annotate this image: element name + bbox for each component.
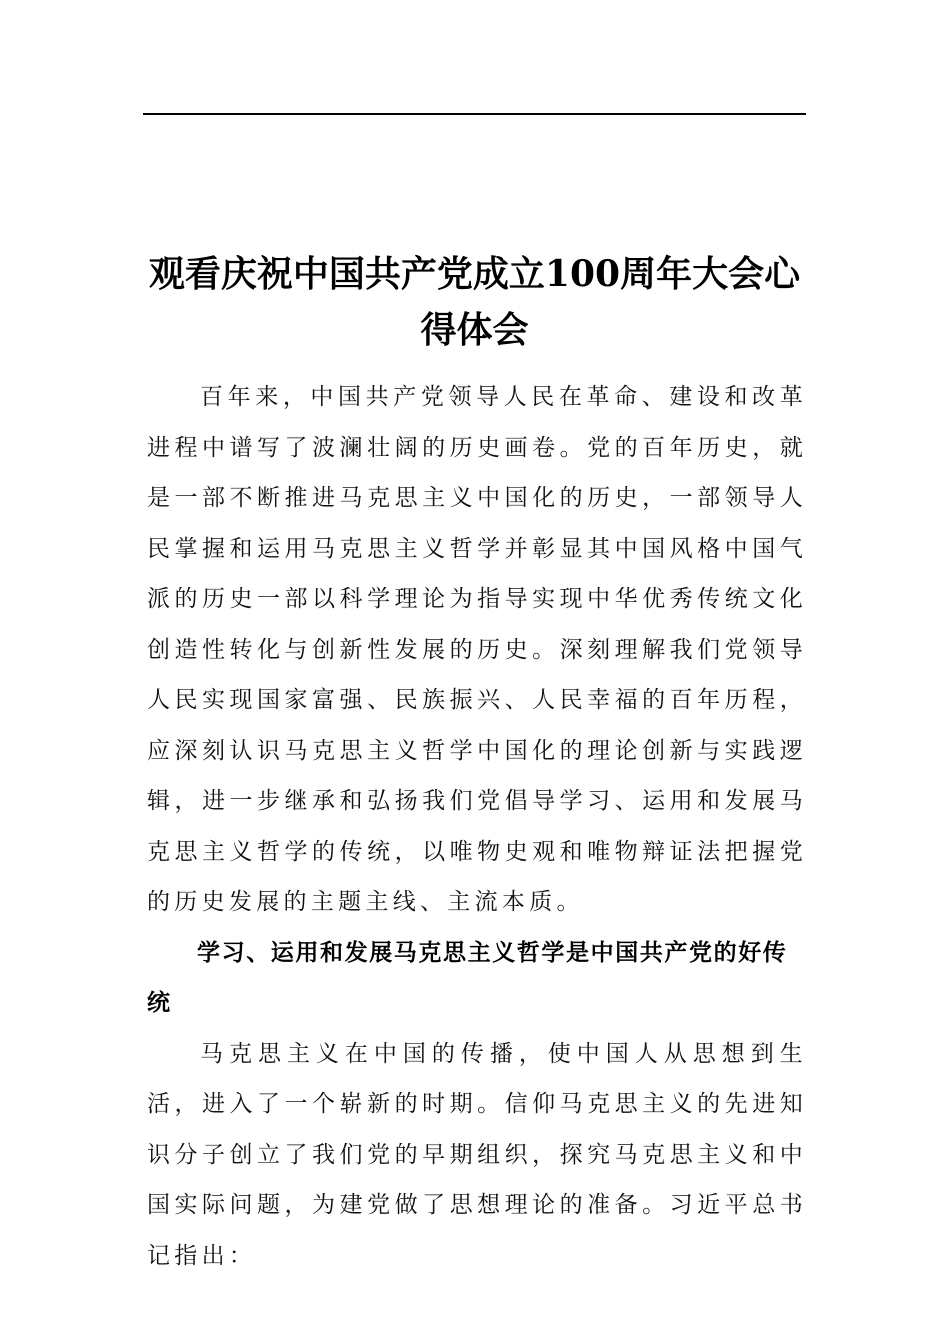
document-body: [147, 372, 807, 1281]
header-rule: [143, 113, 806, 115]
section-heading: 学习、运用和发展马克思主义哲学是中国共产党的好传统: [147, 939, 788, 1016]
body-paragraph: 马克思主义在中国的传播，使中国人从思想到生活，进入了一个崭新的时期。信仰马克思主义的先进知识分子创立了我们党的早期组织，探究马克思主义和中国实际问题，为建党做了思想理论的准备。习近平总书记指出：: [147, 1040, 807, 1269]
document-title: 观看庆祝中国共产党成立100周年大会心得体会: [148, 253, 801, 352]
body-paragraph: 百年来，中国共产党领导人民在革命、建设和改革进程中谱写了波澜壮阔的历史画卷。党的百年历史，就是一部不断推进马克思主义中国化的历史，一部领导人民掌握和运用马克思主义哲学并彰显其中国风格中国气派的历史一部以科学理论为指导实现中华优秀传统文化创造性转化与创新性发展的历史。深刻理解我们党领导人民实现国家富强、民族振兴、人民幸福的百年历程，应深刻认识马克思主义哲学中国化的理论创新与实践逻辑，进一步继承和弘扬我们党倡导学习、运用和发展马克思主义哲学的传统，以唯物史观和唯物辩证法把握党的历史发展的主题主线、主流本质。: [147, 384, 807, 915]
